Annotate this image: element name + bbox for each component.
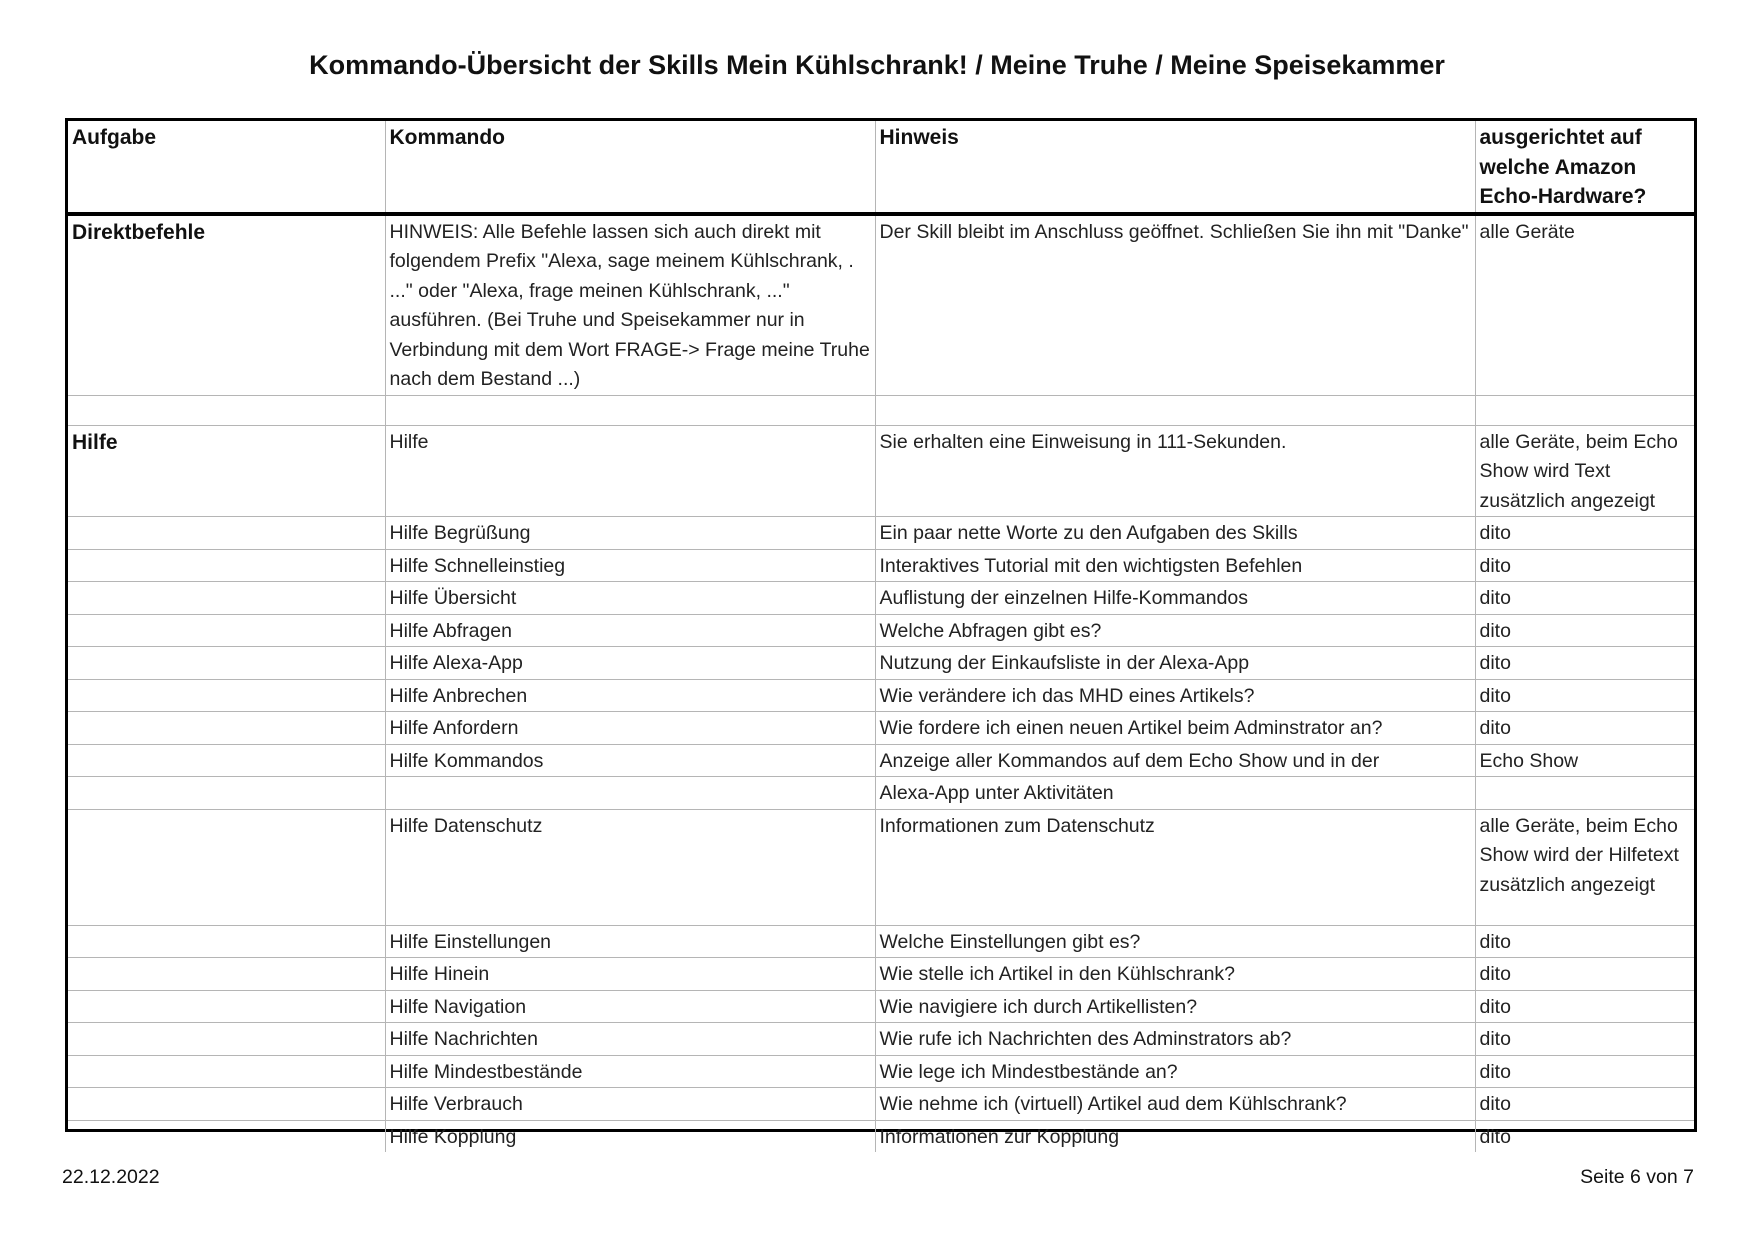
column-header-hardware: ausgerichtet auf welche Amazon Echo-Hardware? xyxy=(1475,121,1694,214)
hardware-cell: alle Geräte xyxy=(1475,214,1694,396)
note-cell: Anzeige aller Kommandos auf dem Echo Show und in der xyxy=(875,744,1475,777)
hardware-cell: dito xyxy=(1475,958,1694,991)
table-header-row xyxy=(68,121,1694,214)
section-label: Direktbefehle xyxy=(68,214,385,396)
table-row xyxy=(68,1055,1694,1088)
note-cell: Nutzung der Einkaufsliste in der Alexa-App xyxy=(875,647,1475,680)
section-label xyxy=(68,1055,385,1088)
section-label xyxy=(68,1120,385,1152)
section-label xyxy=(68,744,385,777)
command-table xyxy=(68,121,1694,1152)
hardware-cell: dito xyxy=(1475,549,1694,582)
note-cell: Der Skill bleibt im Anschluss geöffnet. Schließen Sie ihn mit "Danke" xyxy=(875,214,1475,396)
note-cell: Ein paar nette Worte zu den Aufgaben des Skills xyxy=(875,517,1475,550)
page-title: Kommando-Übersicht der Skills Mein Kühlschrank! / Meine Truhe / Meine Speisekammer xyxy=(309,50,1445,80)
hardware-cell xyxy=(1475,395,1694,425)
table-row xyxy=(68,958,1694,991)
section-label xyxy=(68,614,385,647)
table-row xyxy=(68,647,1694,680)
note-cell: Wie verändere ich das MHD eines Artikels? xyxy=(875,679,1475,712)
hardware-cell: dito xyxy=(1475,712,1694,745)
note-cell: Wie stelle ich Artikel in den Kühlschrank? xyxy=(875,958,1475,991)
note-cell: Wie nehme ich (virtuell) Artikel aud dem Kühlschrank? xyxy=(875,1088,1475,1121)
command-cell: Hilfe Kommandos xyxy=(385,744,875,777)
table-row xyxy=(68,214,1694,396)
hardware-cell: dito xyxy=(1475,925,1694,958)
hardware-cell: dito xyxy=(1475,990,1694,1023)
column-header-kommando: Kommando xyxy=(385,121,875,214)
command-cell: Hilfe Abfragen xyxy=(385,614,875,647)
command-cell: Hilfe Anbrechen xyxy=(385,679,875,712)
table-row xyxy=(68,712,1694,745)
section-label xyxy=(68,582,385,615)
section-label xyxy=(68,679,385,712)
note-cell: Welche Abfragen gibt es? xyxy=(875,614,1475,647)
table-row xyxy=(68,925,1694,958)
table-row xyxy=(68,679,1694,712)
hardware-cell: dito xyxy=(1475,582,1694,615)
note-cell: Interaktives Tutorial mit den wichtigsten Befehlen xyxy=(875,549,1475,582)
section-label xyxy=(68,990,385,1023)
hardware-cell: dito xyxy=(1475,1120,1694,1152)
table-row xyxy=(68,582,1694,615)
hardware-cell: alle Geräte, beim Echo Show wird der Hilfetext zusätzlich angezeigt xyxy=(1475,809,1694,925)
note-cell: Wie navigiere ich durch Artikellisten? xyxy=(875,990,1475,1023)
note-cell: Sie erhalten eine Einweisung in 111-Sekunden. xyxy=(875,425,1475,517)
section-label xyxy=(68,958,385,991)
command-cell: Hilfe Mindestbestände xyxy=(385,1055,875,1088)
hardware-cell: dito xyxy=(1475,1055,1694,1088)
table-row xyxy=(68,1023,1694,1056)
hardware-cell: Echo Show xyxy=(1475,744,1694,777)
table-row xyxy=(68,614,1694,647)
footer-date: 22.12.2022 xyxy=(62,1166,160,1188)
command-cell xyxy=(385,777,875,810)
command-cell: Hilfe Alexa-App xyxy=(385,647,875,680)
table-row xyxy=(68,777,1694,810)
column-header-hinweis: Hinweis xyxy=(875,121,1475,214)
command-cell: Hilfe Nachrichten xyxy=(385,1023,875,1056)
section-label xyxy=(68,647,385,680)
table-row xyxy=(68,517,1694,550)
note-cell: Informationen zur Kopplung xyxy=(875,1120,1475,1152)
table-row xyxy=(68,395,1694,425)
section-label: Hilfe xyxy=(68,425,385,517)
section-label xyxy=(68,549,385,582)
table-row xyxy=(68,744,1694,777)
section-label xyxy=(68,395,385,425)
table-row xyxy=(68,549,1694,582)
command-cell: HINWEIS: Alle Befehle lassen sich auch direkt mit folgendem Prefix "Alexa, sage meinem Kühlschrank, . ..." oder "Alexa, frage meinen Kühlschrank, ..." ausführen. (Bei Truhe und Speisekammer nur in Verbindung mit dem Wort FRAGE-> Frage meine Truhe nach dem Bestand ...) xyxy=(385,214,875,396)
note-cell: Auflistung der einzelnen Hilfe-Kommandos xyxy=(875,582,1475,615)
table-row xyxy=(68,809,1694,925)
section-label xyxy=(68,517,385,550)
section-label xyxy=(68,809,385,925)
hardware-cell: dito xyxy=(1475,1023,1694,1056)
hardware-cell: dito xyxy=(1475,679,1694,712)
section-label xyxy=(68,1088,385,1121)
command-cell: Hilfe Begrüßung xyxy=(385,517,875,550)
note-cell: Wie rufe ich Nachrichten des Adminstrators ab? xyxy=(875,1023,1475,1056)
page-number: Seite 6 von 7 xyxy=(1580,1166,1694,1188)
command-cell: Hilfe Hinein xyxy=(385,958,875,991)
section-label xyxy=(68,925,385,958)
table-row xyxy=(68,425,1694,517)
hardware-cell: dito xyxy=(1475,614,1694,647)
command-cell: Hilfe Übersicht xyxy=(385,582,875,615)
command-table-frame xyxy=(65,118,1697,1148)
section-label xyxy=(68,777,385,810)
command-cell: Hilfe Einstellungen xyxy=(385,925,875,958)
hardware-cell xyxy=(1475,777,1694,810)
hardware-cell: dito xyxy=(1475,1088,1694,1121)
table-row xyxy=(68,1088,1694,1121)
column-header-aufgabe: Aufgabe xyxy=(72,126,156,149)
hardware-cell: alle Geräte, beim Echo Show wird Text zusätzlich angezeigt xyxy=(1475,425,1694,517)
command-cell: Hilfe Verbrauch xyxy=(385,1088,875,1121)
section-label xyxy=(68,1023,385,1056)
note-cell: Welche Einstellungen gibt es? xyxy=(875,925,1475,958)
section-label xyxy=(68,712,385,745)
note-cell xyxy=(875,395,1475,425)
command-cell: Hilfe Datenschutz xyxy=(385,809,875,925)
table-row xyxy=(68,990,1694,1023)
note-cell: Wie lege ich Mindestbestände an? xyxy=(875,1055,1475,1088)
hardware-cell: dito xyxy=(1475,647,1694,680)
note-cell: Informationen zum Datenschutz xyxy=(875,809,1475,925)
table-row xyxy=(68,1120,1694,1152)
command-cell: Hilfe Anfordern xyxy=(385,712,875,745)
command-cell: Hilfe xyxy=(385,425,875,517)
command-cell: Hilfe Schnelleinstieg xyxy=(385,549,875,582)
command-cell: Hilfe Kopplung xyxy=(385,1120,875,1152)
command-cell: Hilfe Navigation xyxy=(385,990,875,1023)
note-cell: Wie fordere ich einen neuen Artikel beim Adminstrator an? xyxy=(875,712,1475,745)
command-cell xyxy=(385,395,875,425)
note-cell: Alexa-App unter Aktivitäten xyxy=(875,777,1475,810)
hardware-cell: dito xyxy=(1475,517,1694,550)
